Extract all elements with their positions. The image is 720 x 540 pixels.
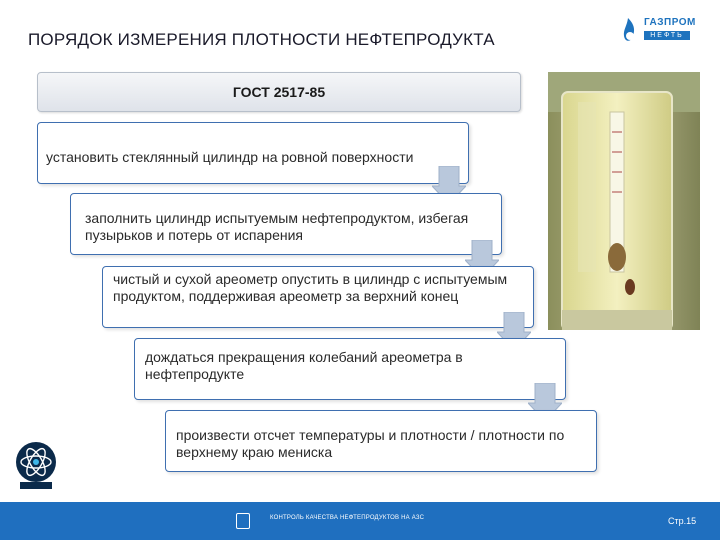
hydrometer-photo bbox=[548, 72, 700, 330]
footer-course-title: КОНТРОЛЬ КАЧЕСТВА НЕФТЕПРОДУКТОВ НА АЗС bbox=[270, 515, 425, 521]
step-text: заполнить цилиндр испытуемым нефтепродуктом, избегая пузырьков и потерь от испарения bbox=[85, 210, 469, 243]
footer-bar bbox=[0, 502, 720, 540]
step-1 bbox=[37, 122, 469, 184]
logo-wordmark: ГАЗПРОМ bbox=[644, 17, 696, 28]
step-text: чистый и сухой ареометр опустить в цилиндр с испытуемым продуктом, поддерживая ареометр за верхний конец bbox=[113, 271, 508, 304]
step-4 bbox=[134, 338, 566, 400]
atom-emblem-icon bbox=[14, 440, 58, 490]
step-3 bbox=[102, 266, 534, 328]
step-2 bbox=[70, 193, 502, 255]
step-text: установить стеклянный цилиндр на ровной поверхности bbox=[46, 149, 414, 165]
gost-label: ГОСТ 2517-85 bbox=[232, 84, 326, 100]
step-text: произвести отсчет температуры и плотности / плотности по верхнему краю мениска bbox=[176, 427, 565, 460]
page-title: ПОРЯДОК ИЗМЕРЕНИЯ ПЛОТНОСТИ НЕФТЕПРОДУКТА bbox=[28, 30, 495, 49]
step-5 bbox=[165, 410, 597, 472]
page-number: Стр.15 bbox=[668, 516, 697, 526]
step-text: дождаться прекращения колебаний ареометра в нефтепродукте bbox=[145, 349, 463, 382]
logo-subtitle: НЕФТЬ bbox=[644, 31, 690, 40]
gost-header-box bbox=[37, 72, 521, 112]
fuel-pump-icon bbox=[236, 513, 250, 529]
